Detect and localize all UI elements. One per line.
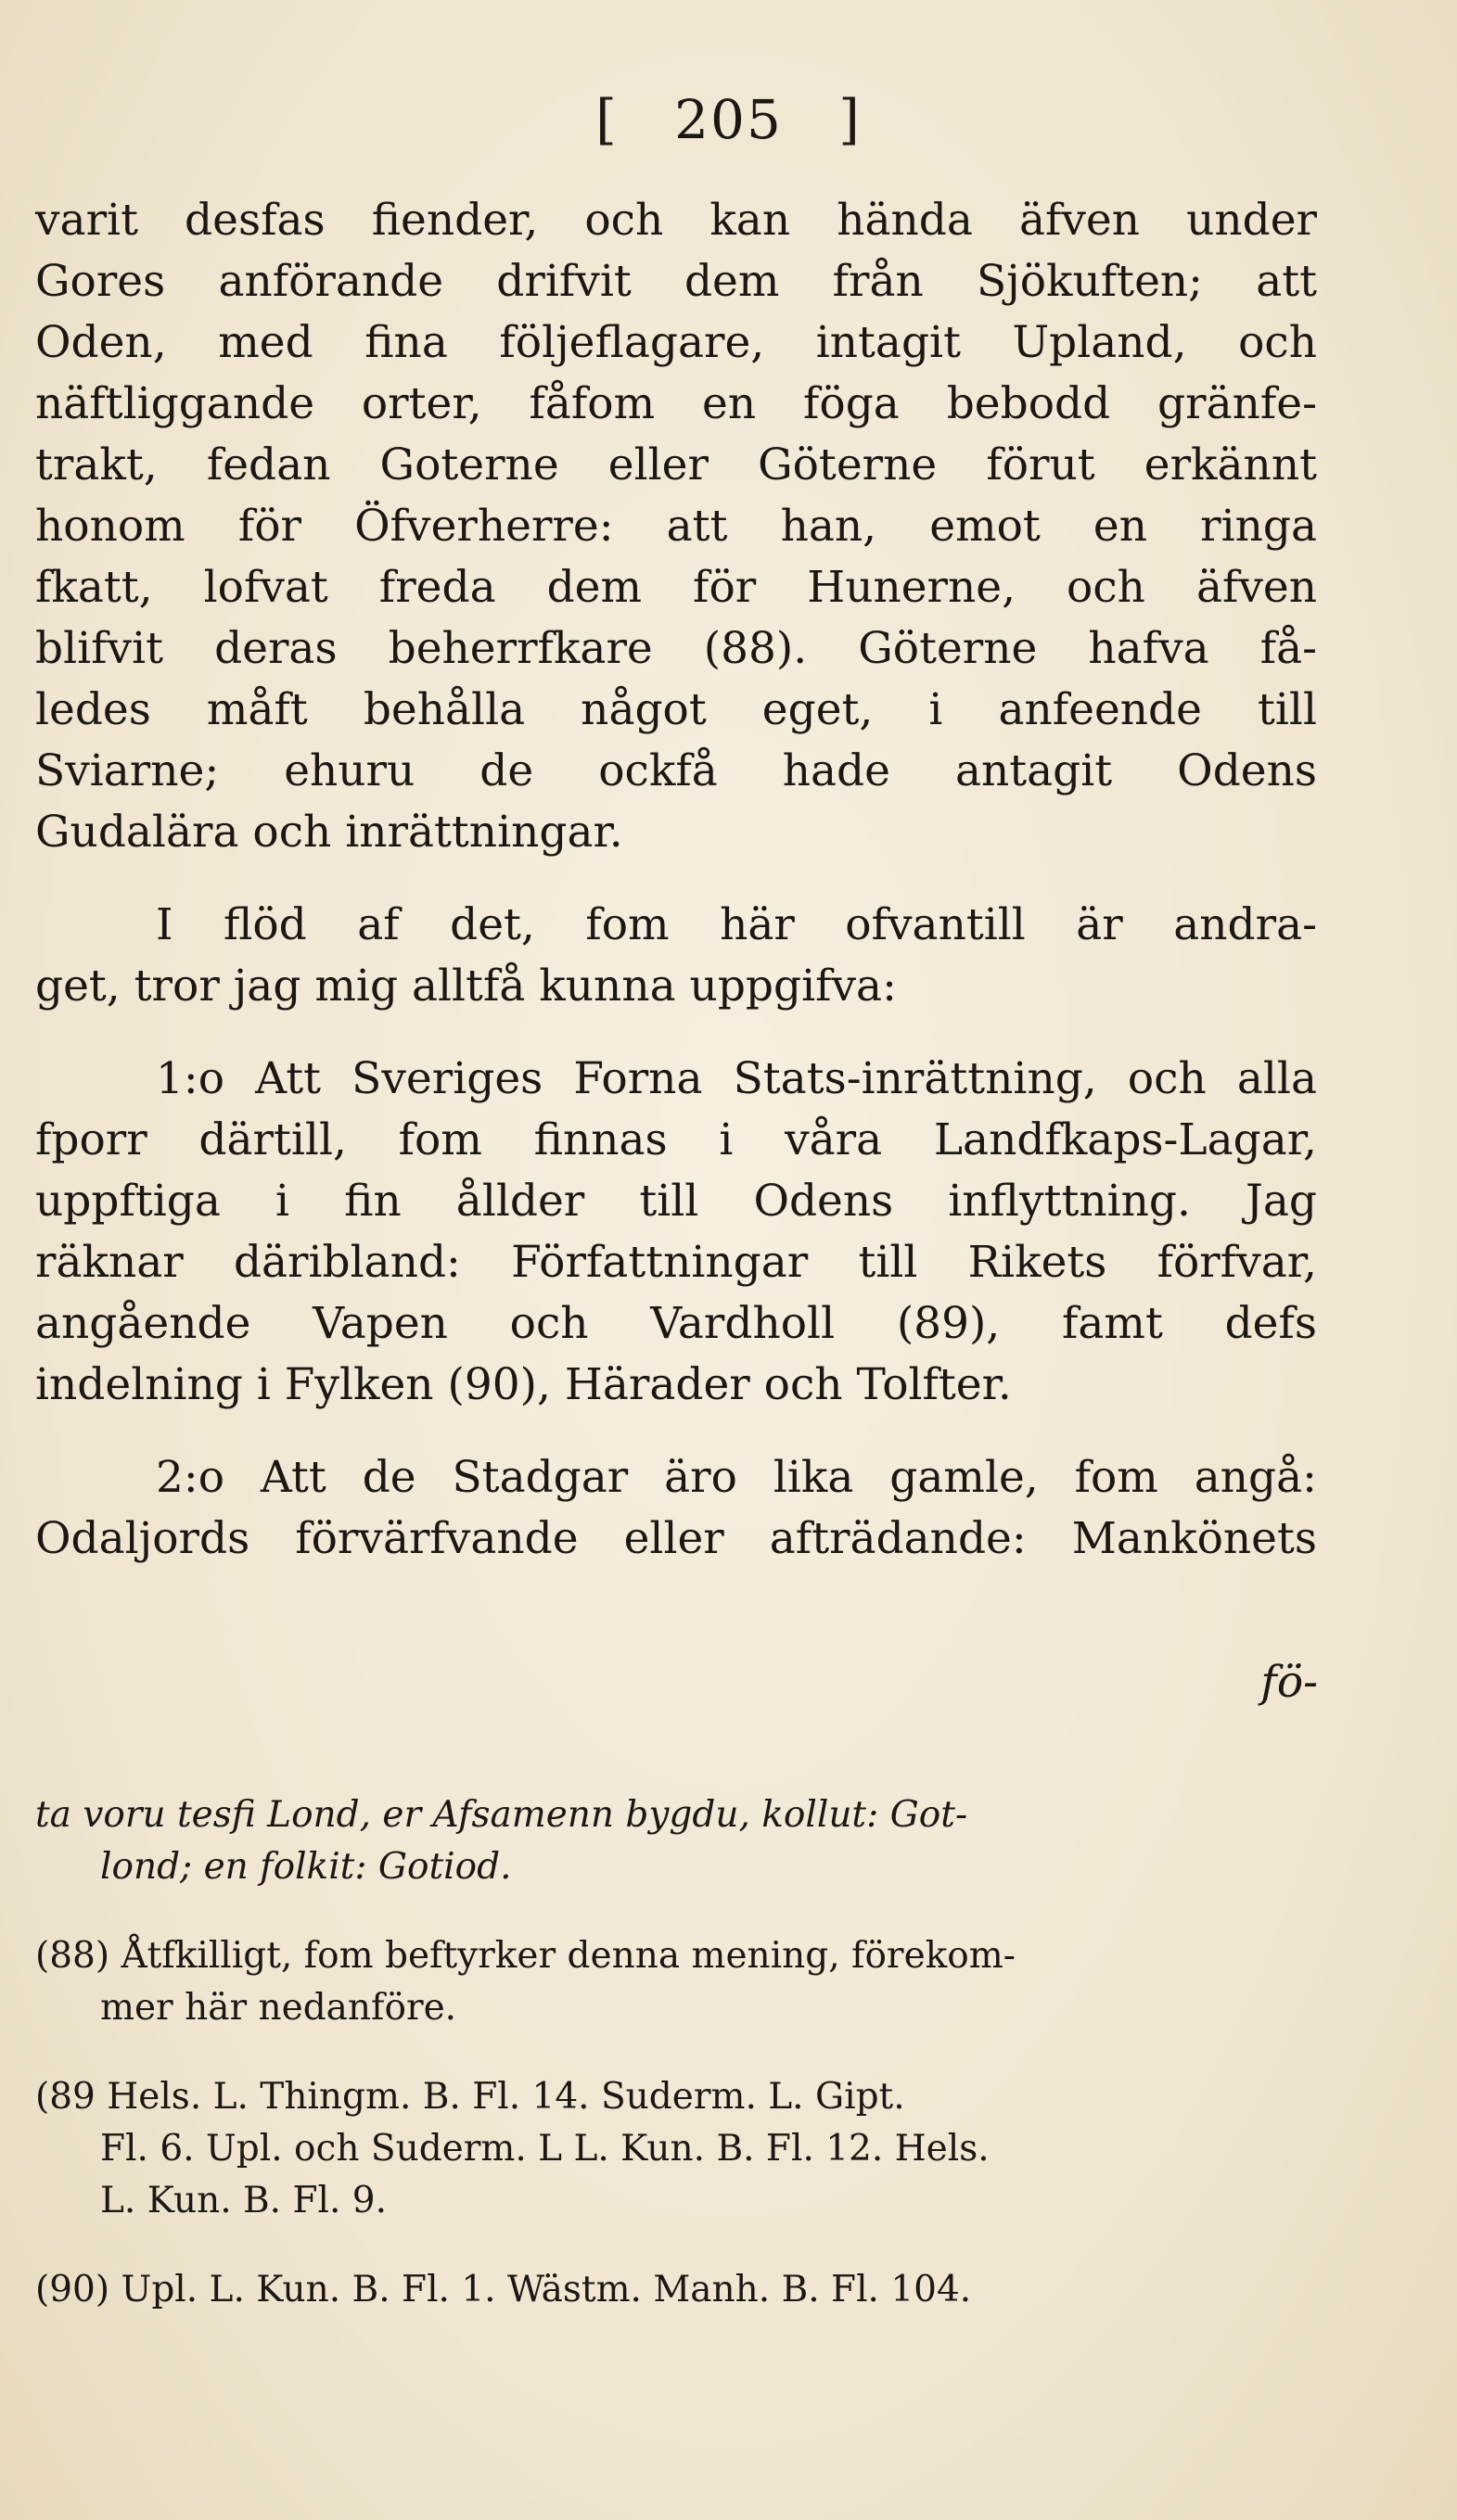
footnote-89 <box>35 2071 1317 2227</box>
footnote-line: (88) Åtfkilligt, fom beftyrker denna mening, förekom- <box>35 1935 1016 1977</box>
paragraph-2 <box>35 895 1317 1017</box>
text-line: varit desfas fiender, och kan hända äfven under <box>35 195 1317 246</box>
text-line: 1:o Att Sveriges Forna Stats-inrättning, och alla <box>156 1053 1317 1104</box>
footnote-line: (89 Hels. L. Thingm. B. Fl. 14. Suderm. L. Gipt. <box>35 2076 905 2118</box>
text-line: Gudalära och inrättningar. <box>35 807 623 858</box>
footnote-line: (90) Upl. L. Kun. B. Fl. 1. Wästm. Manh. B. Fl. 104. <box>35 2269 972 2310</box>
footnotes <box>35 1789 1317 2316</box>
footnote-line: L. Kun. B. Fl. 9. <box>100 2180 387 2221</box>
footnote-continuation <box>35 1789 1317 1893</box>
text-line: uppftiga i fin ållder till Odens inflyttning. Jag <box>35 1176 1317 1227</box>
text-line: trakt, fedan Goterne eller Göterne förut erkännt <box>35 439 1317 490</box>
main-text <box>35 190 1317 1570</box>
text-line: I flöd af det, fom här ofvantill är andra- <box>156 899 1317 950</box>
paragraph-1 <box>35 190 1317 863</box>
footnote-line: lond; en folkit: Gotiod. <box>100 1846 512 1888</box>
catchword: fö- <box>1260 1657 1318 1708</box>
paragraph-4 <box>35 1447 1317 1570</box>
text-line: fkatt, lofvat freda dem för Hunerne, och äfven <box>35 562 1317 613</box>
footnote-90 <box>35 2264 1317 2316</box>
footnote-line: mer här nedanföre. <box>100 1987 457 2029</box>
text-line: fporr därtill, fom finnas i våra Landfkaps-Lagar, <box>35 1114 1317 1165</box>
text-line: 2:o Att de Stadgar äro lika gamle, fom angå: <box>156 1452 1317 1503</box>
text-line: Gores anförande drifvit dem från Sjökuften; att <box>35 256 1317 307</box>
page-number: [ 205 ] <box>595 88 862 151</box>
text-line: angående Vapen och Vardholl (89), famt defs <box>35 1298 1317 1349</box>
text-line: blifvit deras beherrfkare (88). Göterne hafva få- <box>35 623 1317 674</box>
text-line: get, tror jag mig alltfå kunna uppgifva: <box>35 961 897 1012</box>
footnote-line: ta voru tesfi Lond, er Afsamenn bygdu, kollut: Got- <box>35 1794 968 1836</box>
footnote-line: Fl. 6. Upl. och Suderm. L L. Kun. B. Fl. 12. Hels. <box>100 2128 990 2170</box>
text-line: ledes måft behålla något eget, i anfeende till <box>35 684 1317 735</box>
footnote-88 <box>35 1930 1317 2034</box>
text-line: Oden, med fina följeflagare, intagit Upland, och <box>35 317 1317 368</box>
text-line: indelning i Fylken (90), Härader och Tolfter. <box>35 1359 1012 1410</box>
paragraph-3 <box>35 1049 1317 1416</box>
text-line: räknar däribland: Författningar till Rikets förfvar, <box>35 1237 1317 1288</box>
text-line: näftliggande orter, fåfom en föga bebodd gränfe- <box>35 378 1317 429</box>
text-line: honom för Öfverherre: att han, emot en ringa <box>35 501 1317 552</box>
text-line: Sviarne; ehuru de ockfå hade antagit Odens <box>35 745 1317 796</box>
text-line: Odaljords förvärfvande eller afträdande: Mankönets <box>35 1513 1317 1564</box>
